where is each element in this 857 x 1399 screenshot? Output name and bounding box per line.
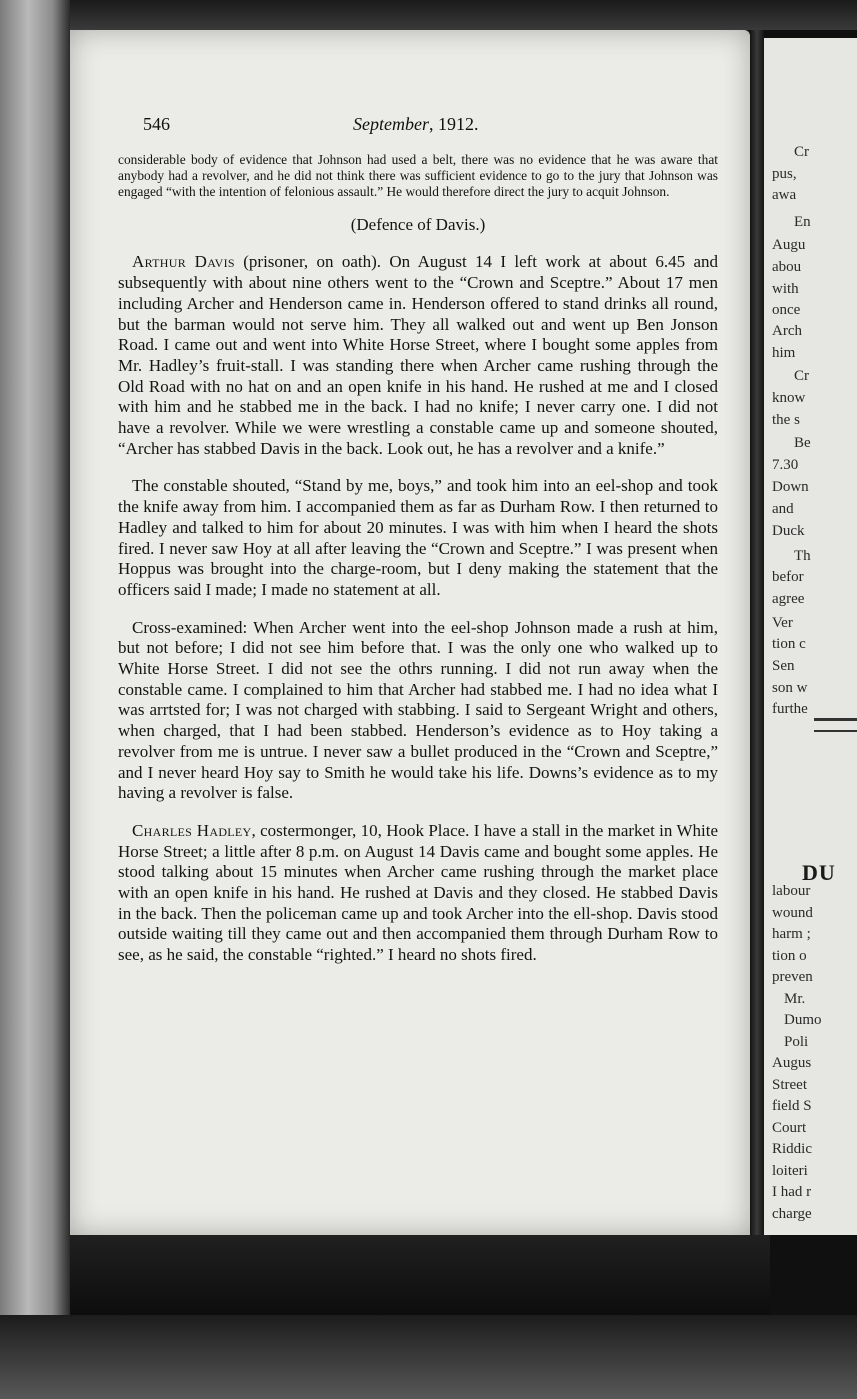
scan-top-border (70, 0, 857, 30)
adjacent-page-line: Arch (772, 323, 802, 339)
page-fold-shadow (70, 1235, 770, 1315)
running-head-month: September (353, 114, 429, 134)
adjacent-page-line: wound (772, 904, 813, 921)
cross-examination-paragraph (118, 618, 718, 804)
book-gutter (750, 30, 764, 1235)
adjacent-page-line: field S (772, 1098, 812, 1114)
adjacent-page-line: En (794, 214, 811, 230)
adjacent-page-line: Street (772, 1076, 807, 1093)
adjacent-page-line: befor (772, 569, 804, 585)
running-head (353, 114, 478, 135)
adjacent-page-line: and (772, 501, 794, 517)
adjacent-page-line: Be (794, 435, 811, 451)
speaker-name: Charles Hadley (132, 820, 252, 840)
adjacent-page-fragment (764, 38, 857, 1235)
adjacent-page-line: tion o (772, 947, 807, 964)
adjacent-page-line: awa (772, 187, 797, 203)
adjacent-page-line: Mr. (784, 990, 806, 1007)
adjacent-page-line: know (772, 390, 806, 406)
adjacent-page-line: charge (772, 1205, 812, 1222)
adjacent-page-line: labour (772, 883, 811, 899)
adjacent-page-line: son w (772, 680, 808, 696)
testimony-text: The constable shouted, “Stand by me, boys,” and took him into an eel-shop and took the knife away from him. I accompanied them as far as Durham Row. I then returned to Hadley and talked to him for about 20 minutes. I was with him when I heard the shots fired. I never saw Hoy at all after leaving the “Crown and Sceptre.” I was present when Hoppus was brought into the charge-room, but I deny making the statement that the officers said I made; I made no statement at all. (118, 476, 718, 599)
adjacent-page-line: furthe (772, 701, 808, 717)
adjacent-page-line: Cr (794, 368, 809, 384)
adjacent-page-line: agree (772, 591, 805, 607)
section-heading: (Defence of Davis.) (350, 215, 486, 235)
speaker-name: Arthur Davis (132, 252, 235, 272)
adjacent-page-line: preven (772, 969, 813, 985)
adjacent-page-line: Sen (772, 658, 795, 674)
adjacent-page-line: Dumo (784, 1012, 822, 1028)
page-body (118, 152, 718, 975)
adjacent-page-line: Augus (772, 1055, 812, 1071)
adjacent-page-line: Ver (772, 615, 793, 631)
section-rule (814, 718, 857, 721)
adjacent-page-line: Down (772, 479, 809, 495)
adjacent-page-line: Cr (794, 144, 809, 160)
adjacent-page-line: Riddic (772, 1141, 812, 1157)
adjacent-page-line: abou (772, 259, 802, 275)
adjacent-page-line: Duck (772, 523, 805, 539)
adjacent-page-line: him (772, 345, 796, 361)
page-number: 546 (143, 114, 170, 134)
adjacent-page-line: with (772, 281, 799, 297)
book-edge-margin (0, 0, 70, 1399)
adjacent-page-line: loiteri (772, 1162, 808, 1179)
adjacent-page-line: harm ; (772, 926, 811, 942)
adjacent-page-line: Augu (772, 237, 806, 253)
adjacent-page-line: tion c (772, 636, 806, 652)
testimony-text: , costermonger, 10, Hook Place. I have a stall in the market in White Horse Street; a little after 8 p.m. on August 14 Davis came and bought some apples. He stood talking about 15 minutes when Archer came rushing through the market place with an open knife in his hand. He rushed at Davis and they closed. He stabbed Davis in the back. Then the policeman came up and took Archer into the ell-shop. Davis stood outside waiting till they came out and then accompanied them through Durham Row to see, as he said, the constable “righted.” I heard no shots fired. (118, 820, 718, 965)
adjacent-page-line: I had r (772, 1184, 812, 1200)
adjacent-page-line: the s (772, 412, 800, 428)
testimony-text: (prisoner, on oath). On August 14 I left work at about 6.45 and subsequently with about nine others went to the “Crown and Sceptre.” About 17 men including Archer and Henderson came in. Henderson offered to stand drinks all round, but the barman would not serve him. They all walked out and went up Ben Jonson Road. I came out and went into White Horse Street, where I bought some apples from Mr. Hadley’s fruit-stall. I was standing there when Archer came rushing through the Old Road with no hat on and an open knife in his hand. He rushed at me and I closed with him and he stabbed me in the back. I had no knife; I never carry one. I did not have a revolver. While we were wrestling a constable came up and someone shouted, “Archer has stabbed Davis in the back. Look out, he has a revolver and a knife.” (118, 252, 719, 458)
scan-bottom-border (0, 1315, 857, 1399)
testimony-text: Cross-examined: When Archer went into the eel-shop Johnson made a rush at him, but not before; I did not see him before that. I was the only one who walked up to White Horse Street. I did not see the othrs running. I did not run away when the constable came. I complained to him that Archer had stabbed me. I had no idea what I was arrtsted for; I was not charged with stabbing. I said to Sergeant Wright and others, when charged, that I had been stabbed. Henderson’s evidence as to Hoy taking a revolver from me is untrue. I never saw a bullet produced in the “Crown and Sceptre,” and I never heard Hoy say to Smith he would take his life. Downs’s evidence as to my having a revolver is false. (118, 617, 718, 803)
adjacent-page-line: once (772, 302, 801, 318)
testimony-paragraph (118, 252, 718, 459)
adjacent-page-heading: DU (802, 860, 836, 885)
adjacent-page-line: 7.30 (772, 457, 799, 473)
intro-paragraph: considerable body of evidence that Johnson had used a belt, there was no evidence that he was aware that anybody had a revolver, and he did not think there was sufficient evidence to go to the jury that Johnson was engaged “with the intention of felonious assault.” He would therefore direct the jury to acquit Johnson. (118, 152, 718, 199)
adjacent-page-line: Th (794, 548, 811, 564)
adjacent-page-line: pus, (772, 166, 797, 182)
testimony-paragraph (118, 476, 718, 600)
section-rule (814, 730, 857, 732)
testimony-paragraph (118, 821, 718, 966)
adjacent-page-line: Poli (784, 1033, 809, 1050)
running-head-year: , 1912. (428, 114, 479, 134)
adjacent-page-line: Court (772, 1119, 807, 1136)
